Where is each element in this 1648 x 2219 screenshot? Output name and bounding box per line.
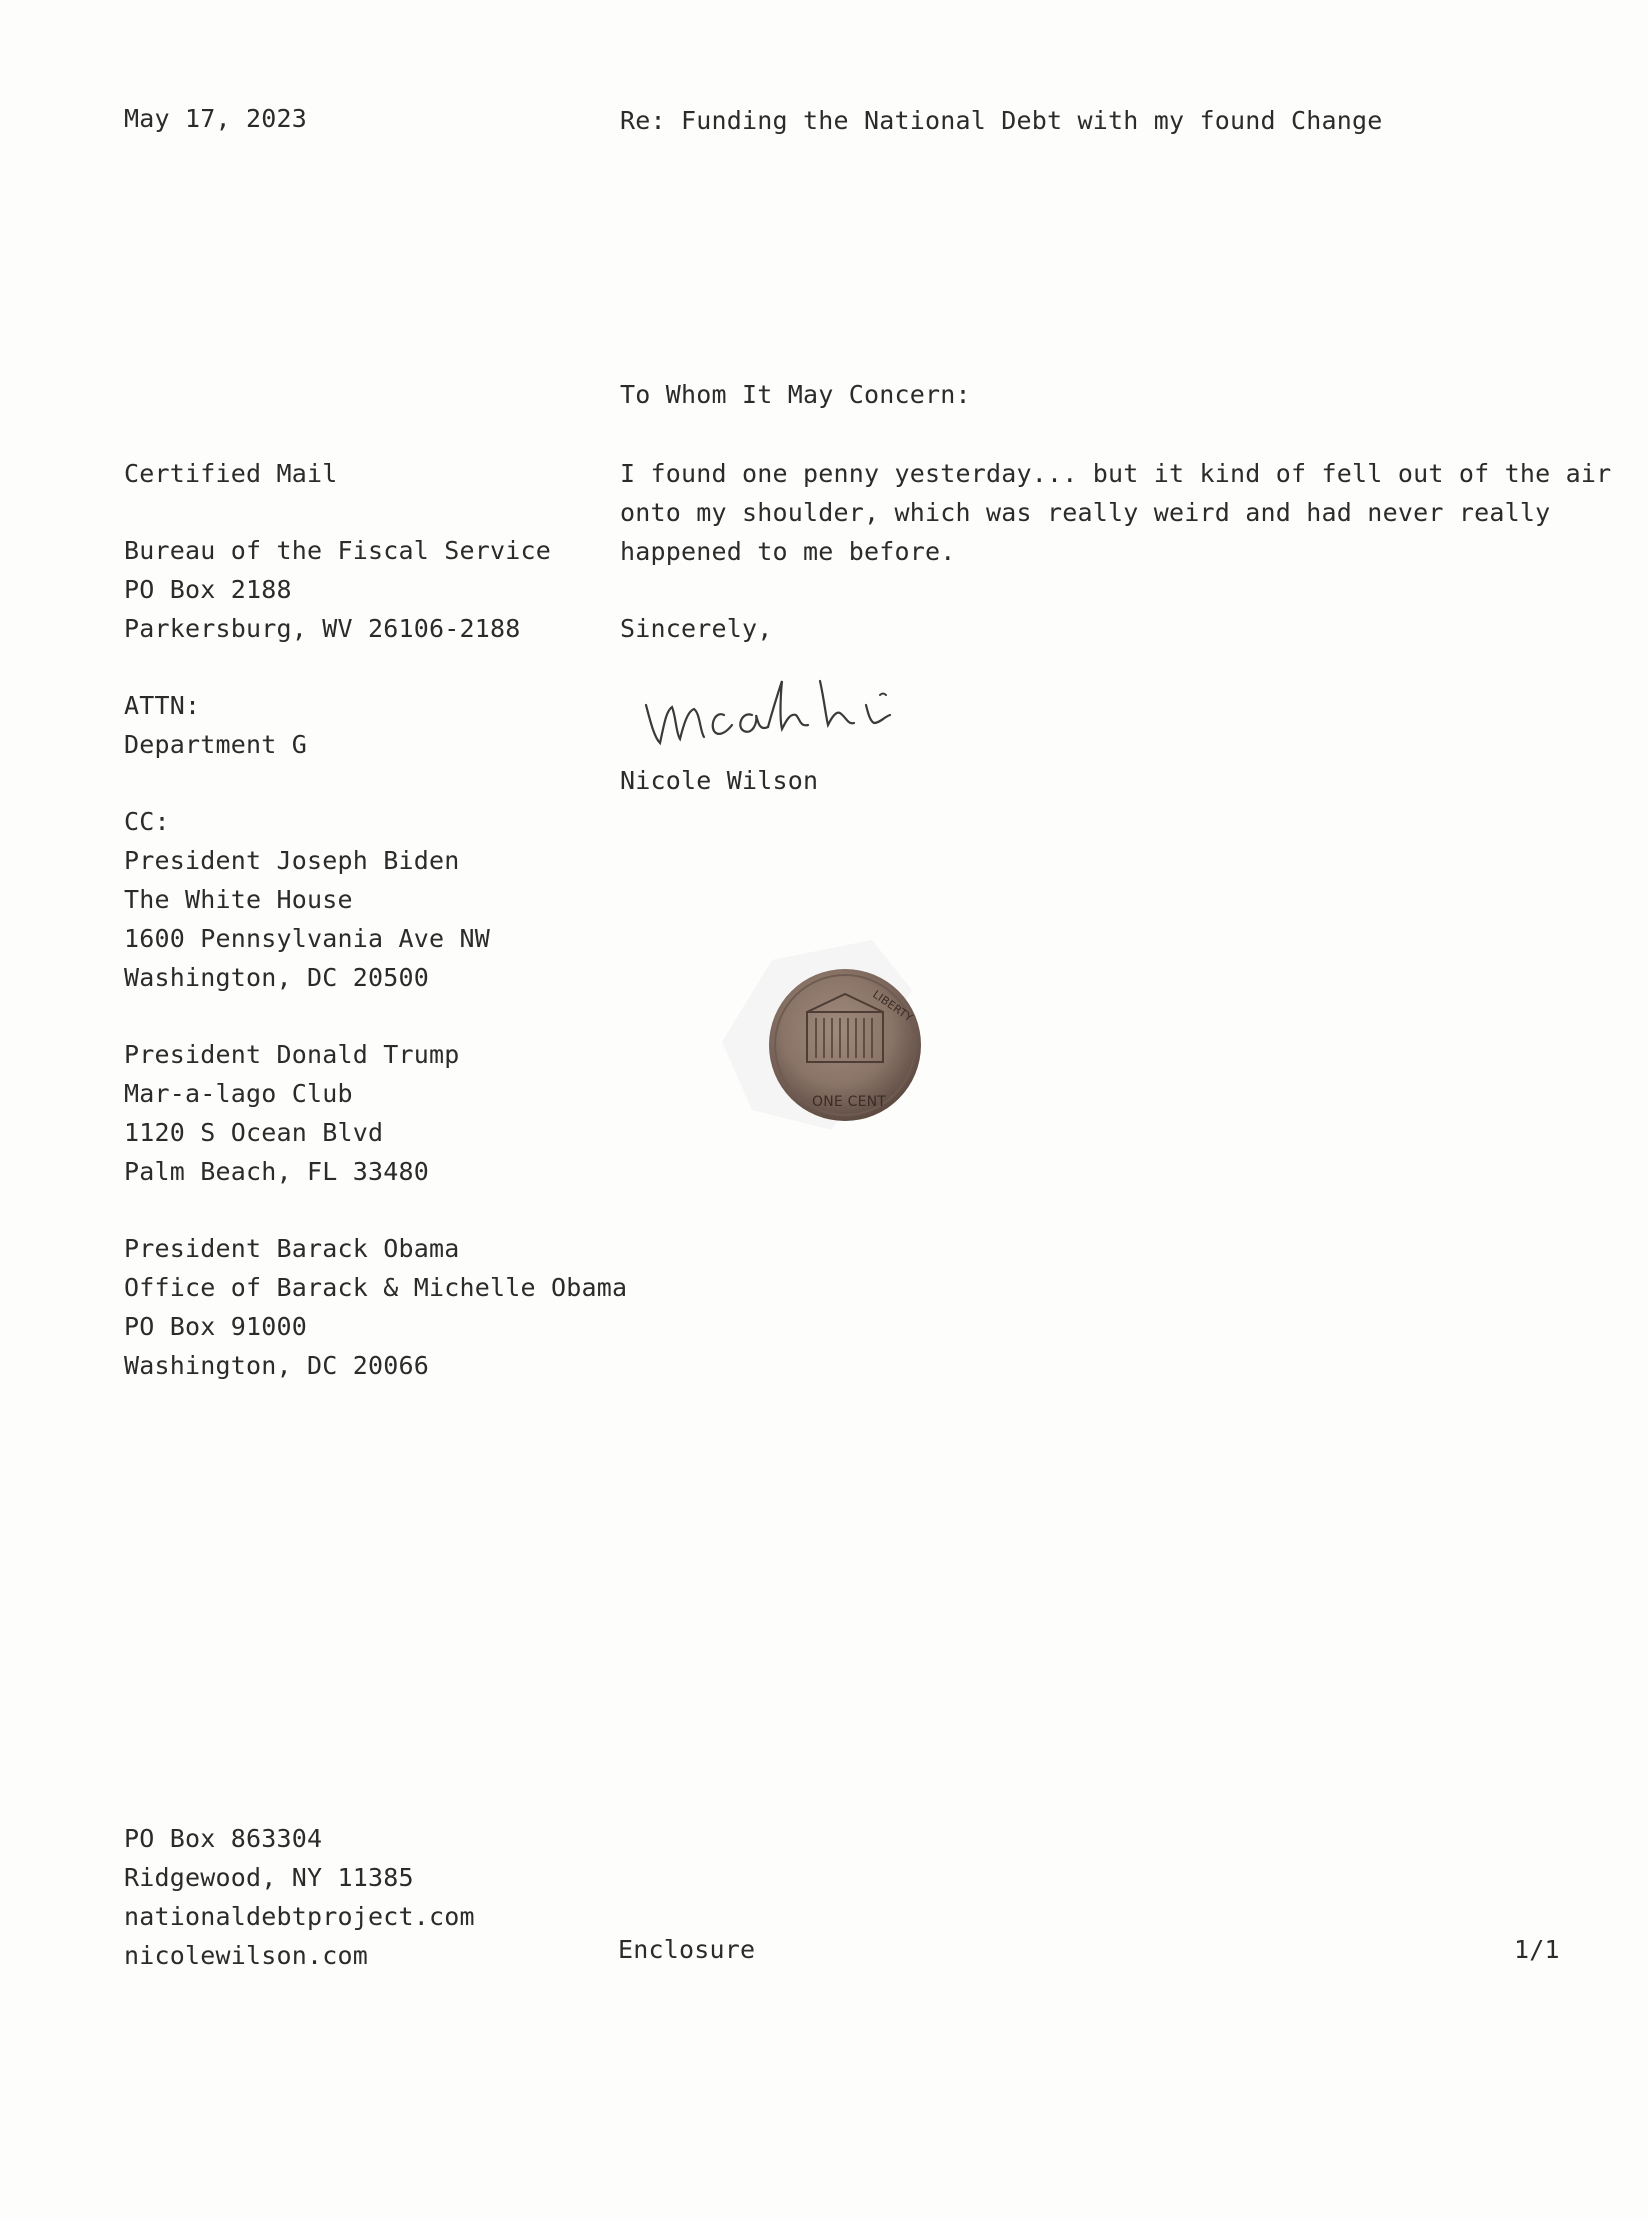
cc-line: The White House (124, 885, 353, 914)
sender-line: nicolewilson.com (124, 1941, 369, 1970)
sender-line: PO Box 863304 (124, 1824, 323, 1853)
body-line: happened to me before. (620, 537, 956, 566)
coin-one-cent-text: ONE CENT (812, 1094, 887, 1110)
cc-line: PO Box 91000 (124, 1312, 308, 1341)
cc-recipient (124, 1035, 627, 1191)
sender-line: nationaldebtproject.com (124, 1902, 475, 1931)
cc-line: President Donald Trump (124, 1040, 460, 1069)
body-line: onto my shoulder, which was really weird and had never really (620, 498, 1551, 527)
enclosure-label: Enclosure (618, 1935, 756, 1964)
closing: Sincerely, (620, 614, 773, 643)
recipient-block (124, 454, 627, 1385)
letter-subject: Re: Funding the National Debt with my found Change (620, 106, 1383, 135)
cc-line: Washington, DC 20066 (124, 1351, 430, 1380)
cc-line: Office of Barack & Michelle Obama (124, 1273, 628, 1302)
cc-line: 1120 S Ocean Blvd (124, 1118, 384, 1147)
cc-label: CC: (124, 807, 170, 836)
body-line: I found one penny yesterday... but it kind of fell out of the air (620, 459, 1612, 488)
cc-line: 1600 Pennsylvania Ave NW (124, 924, 491, 953)
cc-recipient (124, 841, 627, 997)
cc-line: President Joseph Biden (124, 846, 460, 875)
signature-icon (640, 665, 1000, 765)
delivery-method: Certified Mail (124, 459, 338, 488)
enclosed-penny (712, 930, 982, 1150)
cc-recipient (124, 1229, 627, 1385)
cc-line: Mar-a-lago Club (124, 1079, 353, 1108)
handwritten-signature (640, 665, 1000, 765)
cc-line: Washington, DC 20500 (124, 963, 430, 992)
letter-body (620, 454, 1612, 648)
attn-label: ATTN: (124, 691, 201, 720)
address-line: PO Box 2188 (124, 575, 292, 604)
attn-value: Department G (124, 730, 308, 759)
cc-line: Palm Beach, FL 33480 (124, 1157, 430, 1186)
sender-footer (124, 1819, 475, 1975)
cc-line: President Barack Obama (124, 1234, 460, 1263)
letter-date: May 17, 2023 (124, 104, 308, 133)
page-number: 1/1 (1514, 1935, 1560, 1964)
address-line: Parkersburg, WV 26106-2188 (124, 614, 521, 643)
penny-icon (712, 930, 982, 1150)
signer-name: Nicole Wilson (620, 766, 819, 795)
coin-liberty-text: LIBERTY (870, 987, 916, 1025)
address-line: Bureau of the Fiscal Service (124, 536, 552, 565)
sender-line: Ridgewood, NY 11385 (124, 1863, 414, 1892)
salutation: To Whom It May Concern: (620, 380, 971, 409)
